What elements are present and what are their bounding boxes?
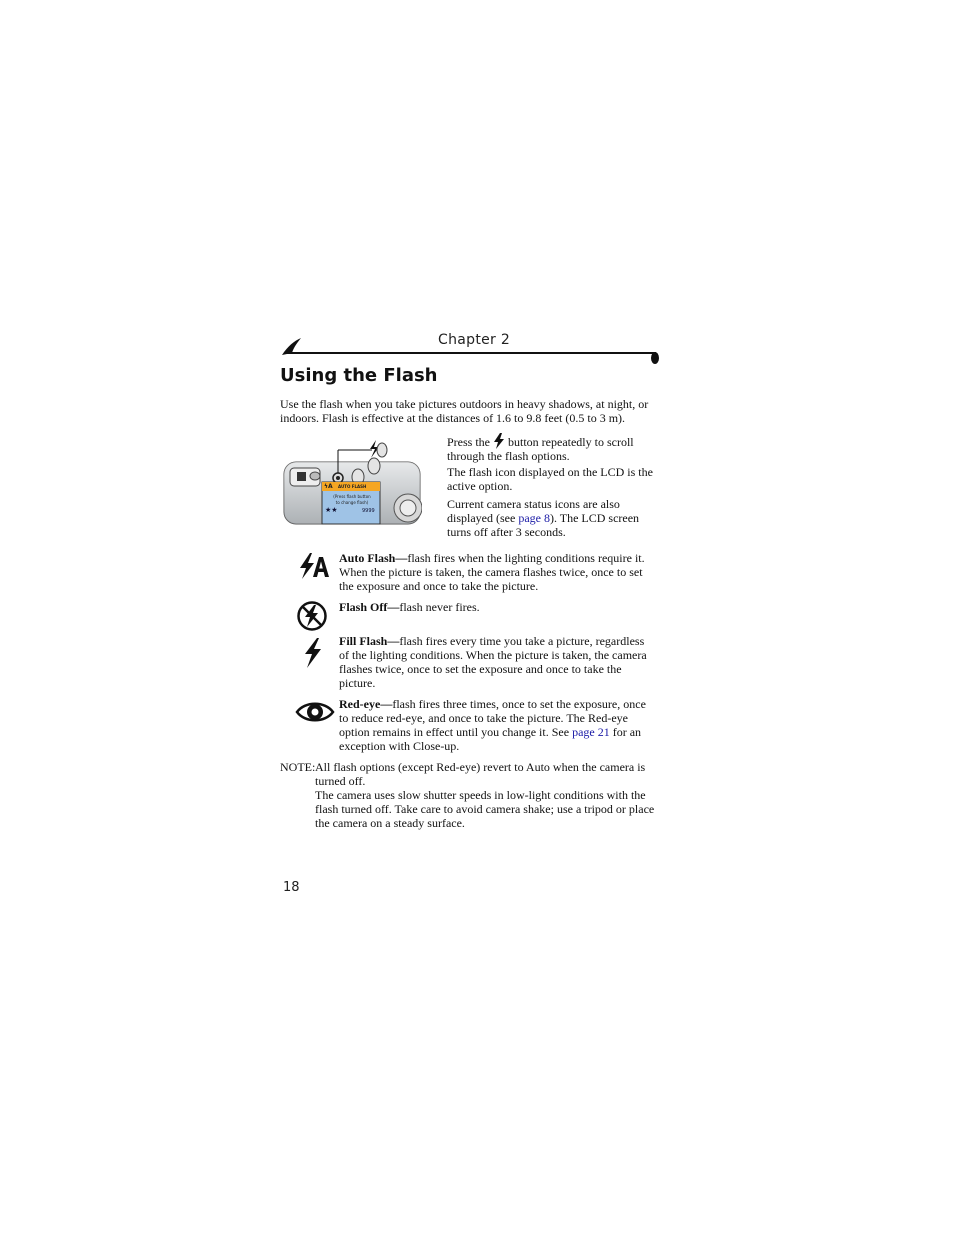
chapter-label: Chapter 2 (438, 332, 511, 348)
lcd-hint-2: to change flash) (335, 500, 369, 505)
flash-off-title: Flash Off— (339, 600, 400, 614)
red-eye-icon (295, 698, 335, 726)
lcd-quality-stars: ★★ (325, 506, 338, 514)
active-option-text: The flash icon displayed on the LCD is the active option. (447, 465, 653, 493)
fill-flash-icon (296, 636, 330, 670)
lcd-mode-label: AUTO FLASH (338, 484, 367, 489)
red-eye-desc-end: for an exception with Close-up. (339, 725, 642, 753)
fill-flash-option (339, 634, 657, 690)
lcd-mode-icon: ϟA (324, 483, 333, 490)
flash-button-icon (493, 433, 505, 449)
auto-flash-title: Auto Flash— (339, 551, 408, 565)
page-21-link[interactable]: page 21 (572, 725, 610, 739)
flash-off-option (339, 600, 657, 614)
note-text-2: The camera uses slow shutter speeds in low-light conditions with the flash turned off. Take care to avoid camera shake; use a tripod or place the camera on a steady surface. (315, 788, 655, 830)
press-flash-instruction (447, 433, 657, 463)
status-pre: Current camera status icons are also displayed (see (447, 497, 620, 525)
page-8-link[interactable]: page 8 (518, 511, 550, 525)
red-eye-desc: flash fires three times, once to set the exposure, once to reduce red-eye, and once to take the picture. The Red-eye option remains in effect until you change it. See (339, 697, 646, 739)
intro-paragraph: Use the flash when you take pictures outdoors in heavy shadows, at night, or indoors. Flash is effective at the distances of 1.6 to 9.8 feet (0.5 to 3 m). (280, 397, 649, 425)
status-icons-text (447, 497, 657, 539)
red-eye-title: Red-eye— (339, 697, 393, 711)
fill-flash-title: Fill Flash— (339, 634, 400, 648)
note-label: NOTE: (280, 760, 316, 774)
flash-off-icon (295, 599, 329, 633)
auto-flash-icon (296, 549, 330, 583)
status-post: ). The LCD screen turns off after 3 seconds. (447, 511, 640, 539)
auto-flash-desc: flash fires when the lighting conditions require it. When the picture is taken, the camera flashes twice, once to set the exposure and once to take the picture. (339, 551, 645, 593)
page-title: Using the Flash (280, 365, 438, 386)
auto-flash-option (339, 551, 657, 593)
press-post: button repeatedly to scroll through the flash options. (447, 435, 634, 463)
page-number: 18 (283, 880, 300, 895)
flash-off-desc: flash never fires. (399, 600, 480, 614)
fill-flash-desc: flash fires every time you take a picture, regardless of the lighting conditions. When the picture is taken, the camera flashes twice, once to set the exposure and once to take the picture. (339, 634, 647, 690)
note-text-1: All flash options (except Red-eye) revert to Auto when the camera is turned off. (315, 760, 646, 788)
camera-illustration (282, 436, 422, 526)
lcd-hint-1: (Press flash button (333, 494, 371, 499)
camera-body (282, 436, 422, 526)
press-pre: Press the (447, 435, 490, 449)
lcd-picture-counter: 9999 (362, 508, 375, 514)
red-eye-option (339, 697, 657, 753)
